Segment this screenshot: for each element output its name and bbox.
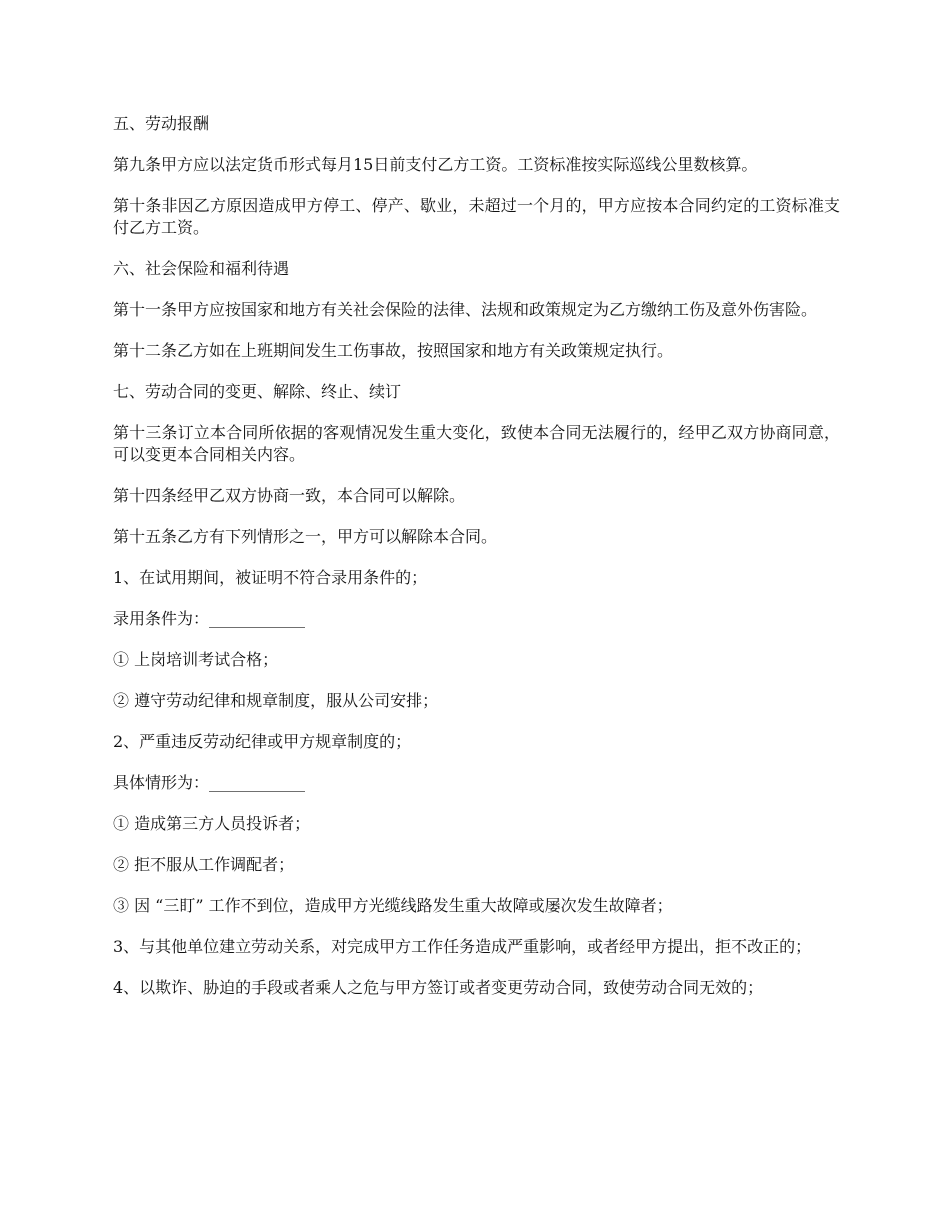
clause-3-other-employment: 3、与其他单位建立劳动关系，对完成甲方工作任务造成严重影响，或者经甲方提出，拒不改正的； [113,937,812,956]
clause-1-probation: 1、在试用期间，被证明不符合录用条件的； [113,568,428,587]
article-14: 第十四条经甲乙双方协商一致，本合同可以解除。 [113,486,466,505]
situation-2: ② 拒不服从工作调配者； [113,855,295,874]
situation-3: ③ 因 “三盯” 工作不到位，造成甲方光缆线路发生重大故障或屡次发生故障者； [113,896,673,915]
article-10: 第十条非因乙方原因造成甲方停工、停产、歇业，未超过一个月的，甲方应按本合同约定的工资标准支付乙方工资。 [113,196,840,237]
situation-1: ① 造成第三方人员投诉者； [113,814,311,833]
article-11: 第十一条甲方应按国家和地方有关社会保险的法律、法规和政策规定为乙方缴纳工伤及意外伤害险。 [113,300,818,319]
article-9: 第九条甲方应以法定货币形式每月15日前支付乙方工资。工资标准按实际巡线公里数核算。 [113,155,758,174]
section-heading-remuneration: 五、劳动报酬 [113,114,210,133]
hiring-condition-1: ① 上岗培训考试合格； [113,650,279,669]
article-15: 第十五条乙方有下列情形之一，甲方可以解除本合同。 [113,527,498,546]
specific-situations-line: 具体情形为：____________ [113,773,306,792]
article-12: 第十二条乙方如在上班期间发生工伤事故，按照国家和地方有关政策规定执行。 [113,341,674,360]
section-heading-contract-changes: 七、劳动合同的变更、解除、终止、续订 [113,382,402,401]
clause-2-violation: 2、严重违反劳动纪律或甲方规章制度的； [113,732,412,751]
clause-4-fraud: 4、以欺诈、胁迫的手段或者乘人之危与甲方签订或者变更劳动合同，致使劳动合同无效的； [113,978,764,997]
document-body [113,113,840,1018]
hiring-conditions-line: 录用条件为：____________ [113,609,306,628]
section-heading-social-insurance: 六、社会保险和福利待遇 [113,259,290,278]
article-13: 第十三条订立本合同所依据的客观情况发生重大变化，致使本合同无法履行的，经甲乙双方协商同意，可以变更本合同相关内容。 [113,423,840,464]
hiring-condition-2: ② 遵守劳动纪律和规章制度，服从公司安排； [113,691,439,710]
